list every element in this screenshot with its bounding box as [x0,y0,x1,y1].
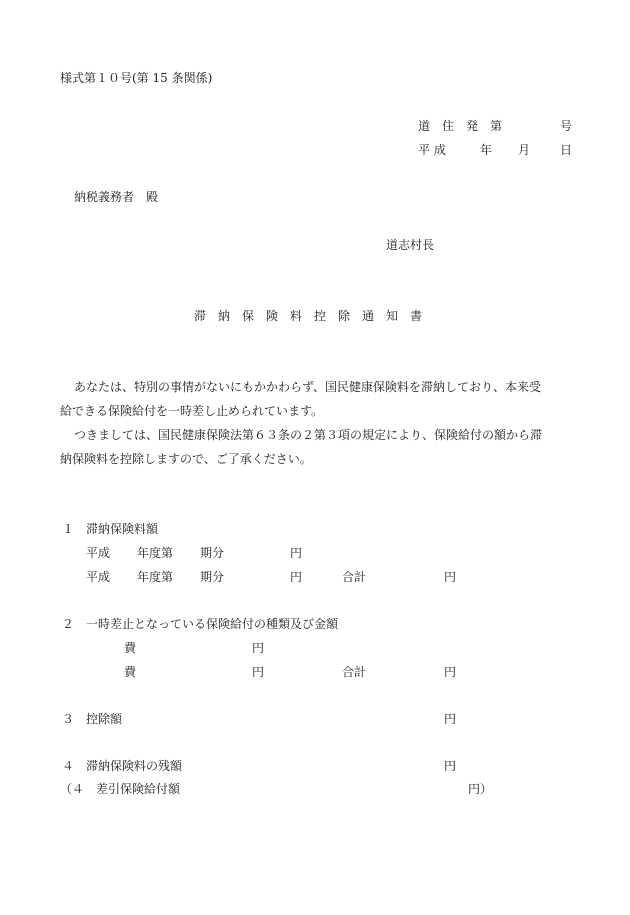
item4-yen: 円 [444,759,457,773]
item1-row1-yen: 円 [290,546,303,560]
item2-row1-yen: 円 [252,641,265,655]
item2-label: ２ 一時差止となっている保険給付の種類及び金額 [62,617,339,631]
item3-label: ３ 控除額 [62,712,123,726]
doc-number-label: 道 住 発 第 [418,119,503,133]
body-line-1: あなたは、特別の事情がないにもかかわらず、国民健康保険料を滞納しており、本来受 [74,380,542,394]
item2-total-yen: 円 [444,665,457,679]
form-label: 様式第１０号(第 15 条関係) [60,71,213,85]
body-line-4: 納保険料を控除しますので、ご了承ください。 [60,452,312,466]
item4-paren-label: （４ 差引保険給付額 [60,782,181,796]
item2-total-label: 合計 [342,665,367,679]
item1-row2-period: 期分 [200,570,225,584]
item1-row2-fiscal-year: 年度第 [137,570,174,584]
item2-row2-cost: 費 [124,665,137,679]
item4-label: ４ 滞納保険料の残額 [62,759,183,773]
date-day: 日 [560,143,573,157]
body-line-2: 給できる保険給付を一時差し止められています。 [60,404,324,418]
item4-paren-yen: 円） [468,782,493,796]
item1-row1-period: 期分 [200,546,225,560]
item2-row2-yen: 円 [252,665,265,679]
date-era: 平 成 [418,143,446,157]
item1-row2-era: 平成 [86,570,111,584]
doc-number-suffix: 号 [560,119,573,133]
issuer: 道志村長 [386,238,435,252]
document-title: 滞 納 保 険 料 控 除 通 知 書 [194,309,423,323]
item2-row1-cost: 費 [124,641,137,655]
item1-label: １ 滞納保険料額 [62,522,159,536]
date-year: 年 [480,143,493,157]
item1-row1-fiscal-year: 年度第 [137,546,174,560]
item3-yen: 円 [444,712,457,726]
item1-row1-era: 平成 [86,546,111,560]
date-month: 月 [518,143,531,157]
item1-total-yen: 円 [444,570,457,584]
item1-total-label: 合計 [342,570,367,584]
item1-row2-yen: 円 [290,570,303,584]
addressee: 納税義務者 殿 [74,190,159,204]
body-line-3: つきましては、国民健康保険法第６３条の２第３項の規定により、保険給付の額から滞 [74,428,543,442]
